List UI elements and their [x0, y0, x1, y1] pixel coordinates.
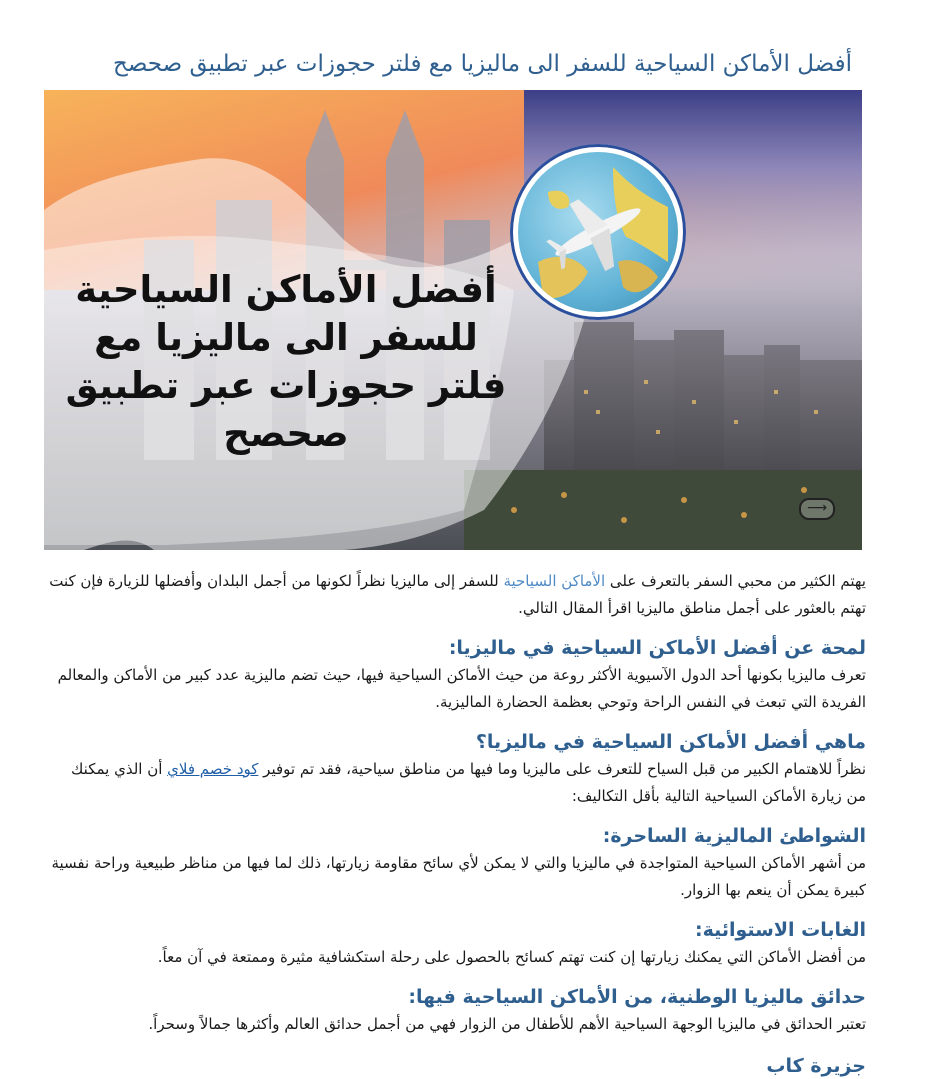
- discount-code-link[interactable]: كود خصم فلاي: [167, 760, 259, 778]
- intro-paragraph: [48, 568, 866, 622]
- page-title: أفضل الأماكن السياحية للسفر الى ماليزيا مع فلتر حجوزات عبر تطبيق صحصح: [113, 51, 852, 77]
- article-body: [48, 568, 866, 1079]
- gardens-heading: حدائق ماليزيا الوطنية، من الأماكن السياحية فيها:: [408, 986, 866, 1008]
- beaches-heading: الشواطئ الماليزية الساحرة:: [602, 825, 866, 847]
- next-section-heading: جزيرة كاب: [766, 1055, 866, 1077]
- tourist-places-link[interactable]: الأماكن السياحية: [503, 572, 606, 590]
- hero-heading: أفضل الأماكن السياحية للسفر الى ماليزيا مع فلتر حجوزات عبر تطبيق صحصح: [65, 268, 507, 456]
- best-places-paragraph: [48, 756, 866, 810]
- gardens-paragraph: تعتبر الحدائق في ماليزيا الوجهة السياحية الأهم للأطفال من الزوار فهي من أجمل حدائق العالم وأكثرها جمالاً وسحراً.: [148, 1015, 866, 1033]
- beaches-paragraph: من أشهر الأماكن السياحية المتواجدة في ماليزيا والتي لا يمكن لأي سائح مقاومة زيارتها، ذلك لما فيها من مناظر طبيعية وراحة نفسية كبيرة يمكن أن ينعم بها الزوار.: [51, 854, 866, 899]
- forests-heading: الغابات الاستوائية:: [694, 919, 866, 941]
- airplane-icon: [518, 152, 678, 312]
- best-text-start: نظراً للاهتمام الكبير من قبل السياح للتعرف على ماليزيا وما فيها من مناطق سياحية، فقد تم توفير: [258, 760, 866, 778]
- globe-badge: [510, 144, 686, 320]
- forests-paragraph: من أفضل الأماكن التي يمكنك زيارتها إن كنت تهتم كسائح بالحصول على رحلة استكشافية مثيرة وممتعة في آن معاً.: [157, 948, 866, 966]
- arrow-right-icon[interactable]: ⟶: [799, 498, 835, 520]
- best-text-end: أن الذي يمكنك من زيارة الأماكن السياحية التالية بأقل التكاليف:: [71, 760, 866, 805]
- best-places-heading: ماهي أفضل الأماكن السياحية في ماليزيا؟: [475, 731, 866, 753]
- intro-text-start: يهتم الكثير من محبي السفر بالتعرف على: [605, 572, 866, 590]
- intro-text-end: للسفر إلى ماليزيا نظراً لكونها من أجمل البلدان وأفضلها للزيارة فإن كنت تهتم بالعثور على أجمل مناطق ماليزيا اقرأ المقال التالي.: [49, 572, 866, 617]
- globe-airplane-image: [518, 152, 678, 312]
- overview-heading: لمحة عن أفضل الأماكن السياحية في ماليزيا:: [448, 637, 866, 659]
- hero-image: [44, 90, 862, 550]
- overview-paragraph: تعرف ماليزيا بكونها أحد الدول الآسيوية الأكثر روعة من حيث الأماكن السياحية فيها، حيث تضم ماليزية عدد كبير من الأماكن والمعالم الفريدة التي تبعث في النفس الراحة وتوحي بعظمة الحضارة الماليزية.: [57, 666, 866, 711]
